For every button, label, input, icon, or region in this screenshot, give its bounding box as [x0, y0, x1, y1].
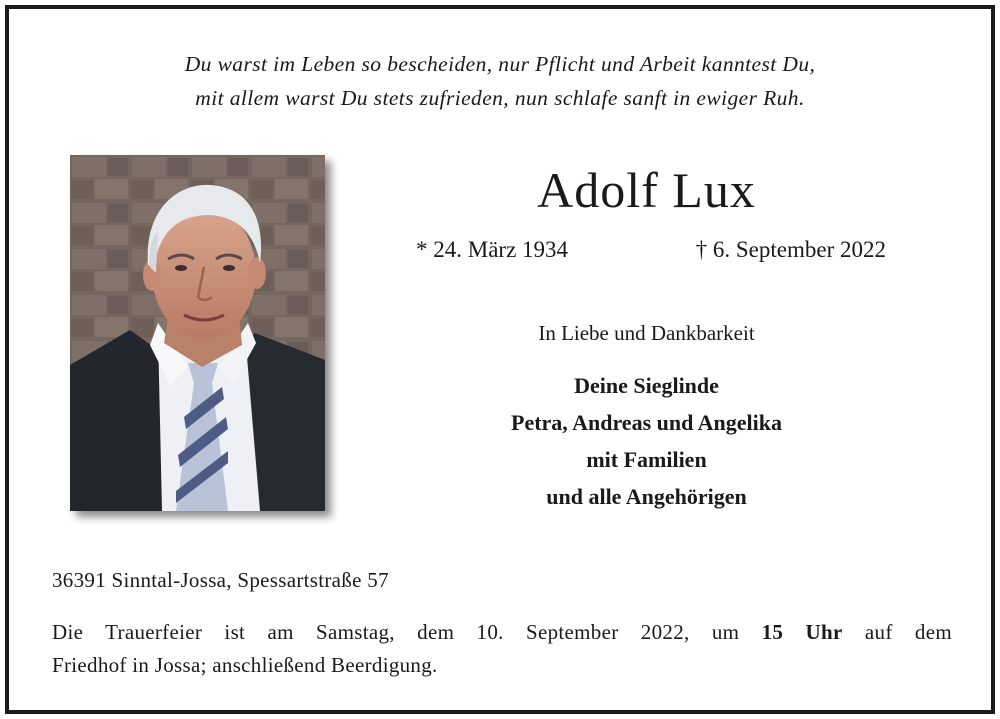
mourner-line: Deine Sieglinde	[574, 373, 719, 398]
birth-date: * 24. März 1934	[416, 237, 569, 262]
ceremony-line-1	[52, 616, 952, 649]
portrait-photo	[70, 155, 325, 511]
family-address: 36391 Sinntal-Jossa, Spessartstraße 57	[52, 568, 389, 592]
ceremony-line-2: Friedhof in Jossa; anschließend Beerdigung.	[52, 653, 438, 677]
mourners-list	[409, 367, 884, 515]
ceremony-text-1: Die Trauerfeier ist am Samstag, dem 10. September 2022, um	[52, 620, 740, 644]
ceremony-info	[52, 616, 952, 682]
life-dates	[416, 235, 886, 265]
poem-line-2: mit allem warst Du stets zufrieden, nun schlafe sanft in ewiger Ruh.	[195, 86, 805, 110]
ceremony-text-2: auf dem	[864, 620, 952, 644]
mourner-line: und alle Angehörigen	[546, 484, 747, 509]
death-date: † 6. September 2022	[695, 237, 886, 262]
mourner-line: Petra, Andreas und Angelika	[511, 410, 782, 435]
poem-line-1: Du warst im Leben so bescheiden, nur Pflicht und Arbeit kanntest Du,	[184, 52, 816, 76]
mourner-line: mit Familien	[586, 447, 707, 472]
poem	[9, 47, 991, 115]
obituary-notice	[5, 5, 995, 714]
deceased-name: Adolf Lux	[537, 162, 756, 218]
dedication-line: In Liebe und Dankbarkeit	[538, 321, 755, 345]
ceremony-time: 15 Uhr	[761, 620, 843, 644]
